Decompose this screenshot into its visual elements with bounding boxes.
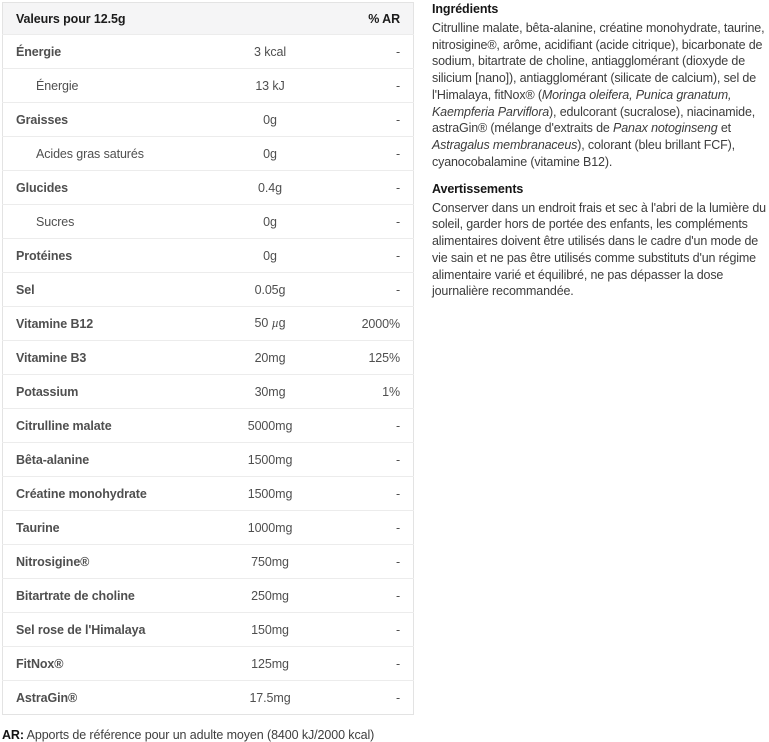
nutrient-value: 1500mg (189, 477, 352, 511)
nutrition-table-row (3, 341, 414, 375)
nutrient-value: 20mg (189, 341, 352, 375)
nutrient-value: 0g (189, 137, 352, 171)
nutrition-table-body (3, 35, 414, 715)
nutrition-table-row (3, 647, 414, 681)
nutrition-table-row (3, 409, 414, 443)
reference-intake-note-text: Apports de référence pour un adulte moyen (8400 kJ/2000 kcal) (23, 728, 375, 742)
nutrient-percent-ar: - (352, 477, 414, 511)
nutrition-table-row (3, 477, 414, 511)
nutrient-label: Citrulline malate (3, 409, 189, 443)
nutrition-table-row (3, 205, 414, 239)
nutrition-table-row (3, 273, 414, 307)
ingredients-text: Citrulline malate, bêta-alanine, créatine monohydrate, taurine, nitrosigine®, arôme, acidifiant (acide citrique), bicarbonate de sodium, bitartrate de choline, antiagglomérant (dioxyde de silicium [nano]), antiagglomérant (silicate de calcium), sel de l'Himalaya, fitNox® (Moringa oleifera, Punica granatum, Kaempferia Parviflora), edulcorant (sucralose), niacinamide, astraGin® (mélange d'extraits de Panax notoginseng et Astragalus membranaceus), colorant (bleu brillant FCF), cyanocobalamine (vitamine B12). (432, 20, 765, 169)
nutrient-label: Énergie (3, 69, 189, 103)
nutrition-table-row (3, 613, 414, 647)
nutrient-value: 13 kJ (189, 69, 352, 103)
nutrient-value: 0g (189, 205, 352, 239)
nutrient-label: Vitamine B3 (3, 341, 189, 375)
nutrient-percent-ar: - (352, 69, 414, 103)
nutrient-value: 0g (189, 239, 352, 273)
nutrient-label: Sucres (3, 205, 189, 239)
nutrient-percent-ar: - (352, 545, 414, 579)
nutrient-percent-ar: - (352, 647, 414, 681)
nutrient-percent-ar: 2000% (352, 307, 414, 341)
nutrient-percent-ar: - (352, 205, 414, 239)
nutrient-value: 250mg (189, 579, 352, 613)
nutrient-percent-ar: - (352, 409, 414, 443)
nutrient-value: 0.05g (189, 273, 352, 307)
nutrition-facts-section (2, 2, 413, 742)
nutrient-label: Énergie (3, 35, 189, 69)
nutrient-percent-ar: - (352, 103, 414, 137)
nutrient-value: 0g (189, 103, 352, 137)
nutrition-table-row (3, 239, 414, 273)
nutrient-value: 50 µg (189, 307, 352, 341)
nutrition-table-row (3, 35, 414, 69)
nutrition-table-row (3, 69, 414, 103)
nutrient-percent-ar: - (352, 681, 414, 715)
nutrition-table-row (3, 375, 414, 409)
nutrient-percent-ar: - (352, 579, 414, 613)
nutrient-label: Sel rose de l'Himalaya (3, 613, 189, 647)
nutrition-table-row (3, 681, 414, 715)
nutrient-label: Sel (3, 273, 189, 307)
nutrition-table-row (3, 171, 414, 205)
nutrient-label: Créatine monohydrate (3, 477, 189, 511)
nutrition-table (2, 2, 414, 715)
nutrient-label: Acides gras saturés (3, 137, 189, 171)
nutrient-label: Bitartrate de choline (3, 579, 189, 613)
nutrient-label: Potassium (3, 375, 189, 409)
nutrition-table-row (3, 545, 414, 579)
nutrient-value: 150mg (189, 613, 352, 647)
nutrient-percent-ar: - (352, 511, 414, 545)
table-header-percent-ar: % AR (352, 3, 414, 35)
nutrient-value: 125mg (189, 647, 352, 681)
ingredients-section (432, 1, 768, 171)
warnings-heading: Avertissements (432, 181, 524, 196)
nutrient-percent-ar: - (352, 613, 414, 647)
ingredients-heading: Ingrédients (432, 2, 499, 16)
nutrition-table-row (3, 307, 414, 341)
nutrient-value: 750mg (189, 545, 352, 579)
nutrient-percent-ar: - (352, 171, 414, 205)
reference-intake-note-label: AR: (2, 728, 24, 742)
nutrient-label: Vitamine B12 (3, 307, 189, 341)
nutrition-table-row (3, 103, 414, 137)
nutrient-value: 0.4g (189, 171, 352, 205)
nutrient-value: 17.5mg (189, 681, 352, 715)
nutrient-value: 30mg (189, 375, 352, 409)
nutrient-label: Graisses (3, 103, 189, 137)
nutrition-table-header-row (3, 3, 414, 35)
nutrient-percent-ar: - (352, 35, 414, 69)
nutrient-label: Nitrosigine® (3, 545, 189, 579)
warnings-text: Conserver dans un endroit frais et sec à l'abri de la lumière du soleil, garder hors de portée des enfants, les compléments alimentaires doivent être utilisés dans le cadre d'un mode de vie sain et ne pas être utilisés comme substituts d'un régime alimentaire varié et équilibré, ne pas dépasser la dose journalière recommandée. (432, 200, 766, 299)
nutrient-label: AstraGin® (3, 681, 189, 715)
nutrient-value: 3 kcal (189, 35, 352, 69)
table-header-serving-values: Valeurs pour 12.5g (3, 3, 352, 35)
nutrient-percent-ar: - (352, 273, 414, 307)
nutrient-label: Glucides (3, 171, 189, 205)
nutrient-value: 5000mg (189, 409, 352, 443)
nutrition-table-row (3, 443, 414, 477)
nutrition-table-row (3, 511, 414, 545)
nutrient-percent-ar: - (352, 137, 414, 171)
nutrient-percent-ar: 125% (352, 341, 414, 375)
nutrient-percent-ar: 1% (352, 375, 414, 409)
nutrition-table-row (3, 137, 414, 171)
nutrient-percent-ar: - (352, 443, 414, 477)
nutrition-table-row (3, 579, 414, 613)
nutrient-value: 1500mg (189, 443, 352, 477)
nutrient-label: Taurine (3, 511, 189, 545)
nutrient-label: FitNox® (3, 647, 189, 681)
nutrient-value: 1000mg (189, 511, 352, 545)
nutrient-label: Bêta-alanine (3, 443, 189, 477)
reference-intake-note (2, 728, 413, 742)
product-info-panel (432, 1, 768, 310)
warnings-section (432, 181, 768, 300)
nutrient-label: Protéines (3, 239, 189, 273)
nutrient-percent-ar: - (352, 239, 414, 273)
